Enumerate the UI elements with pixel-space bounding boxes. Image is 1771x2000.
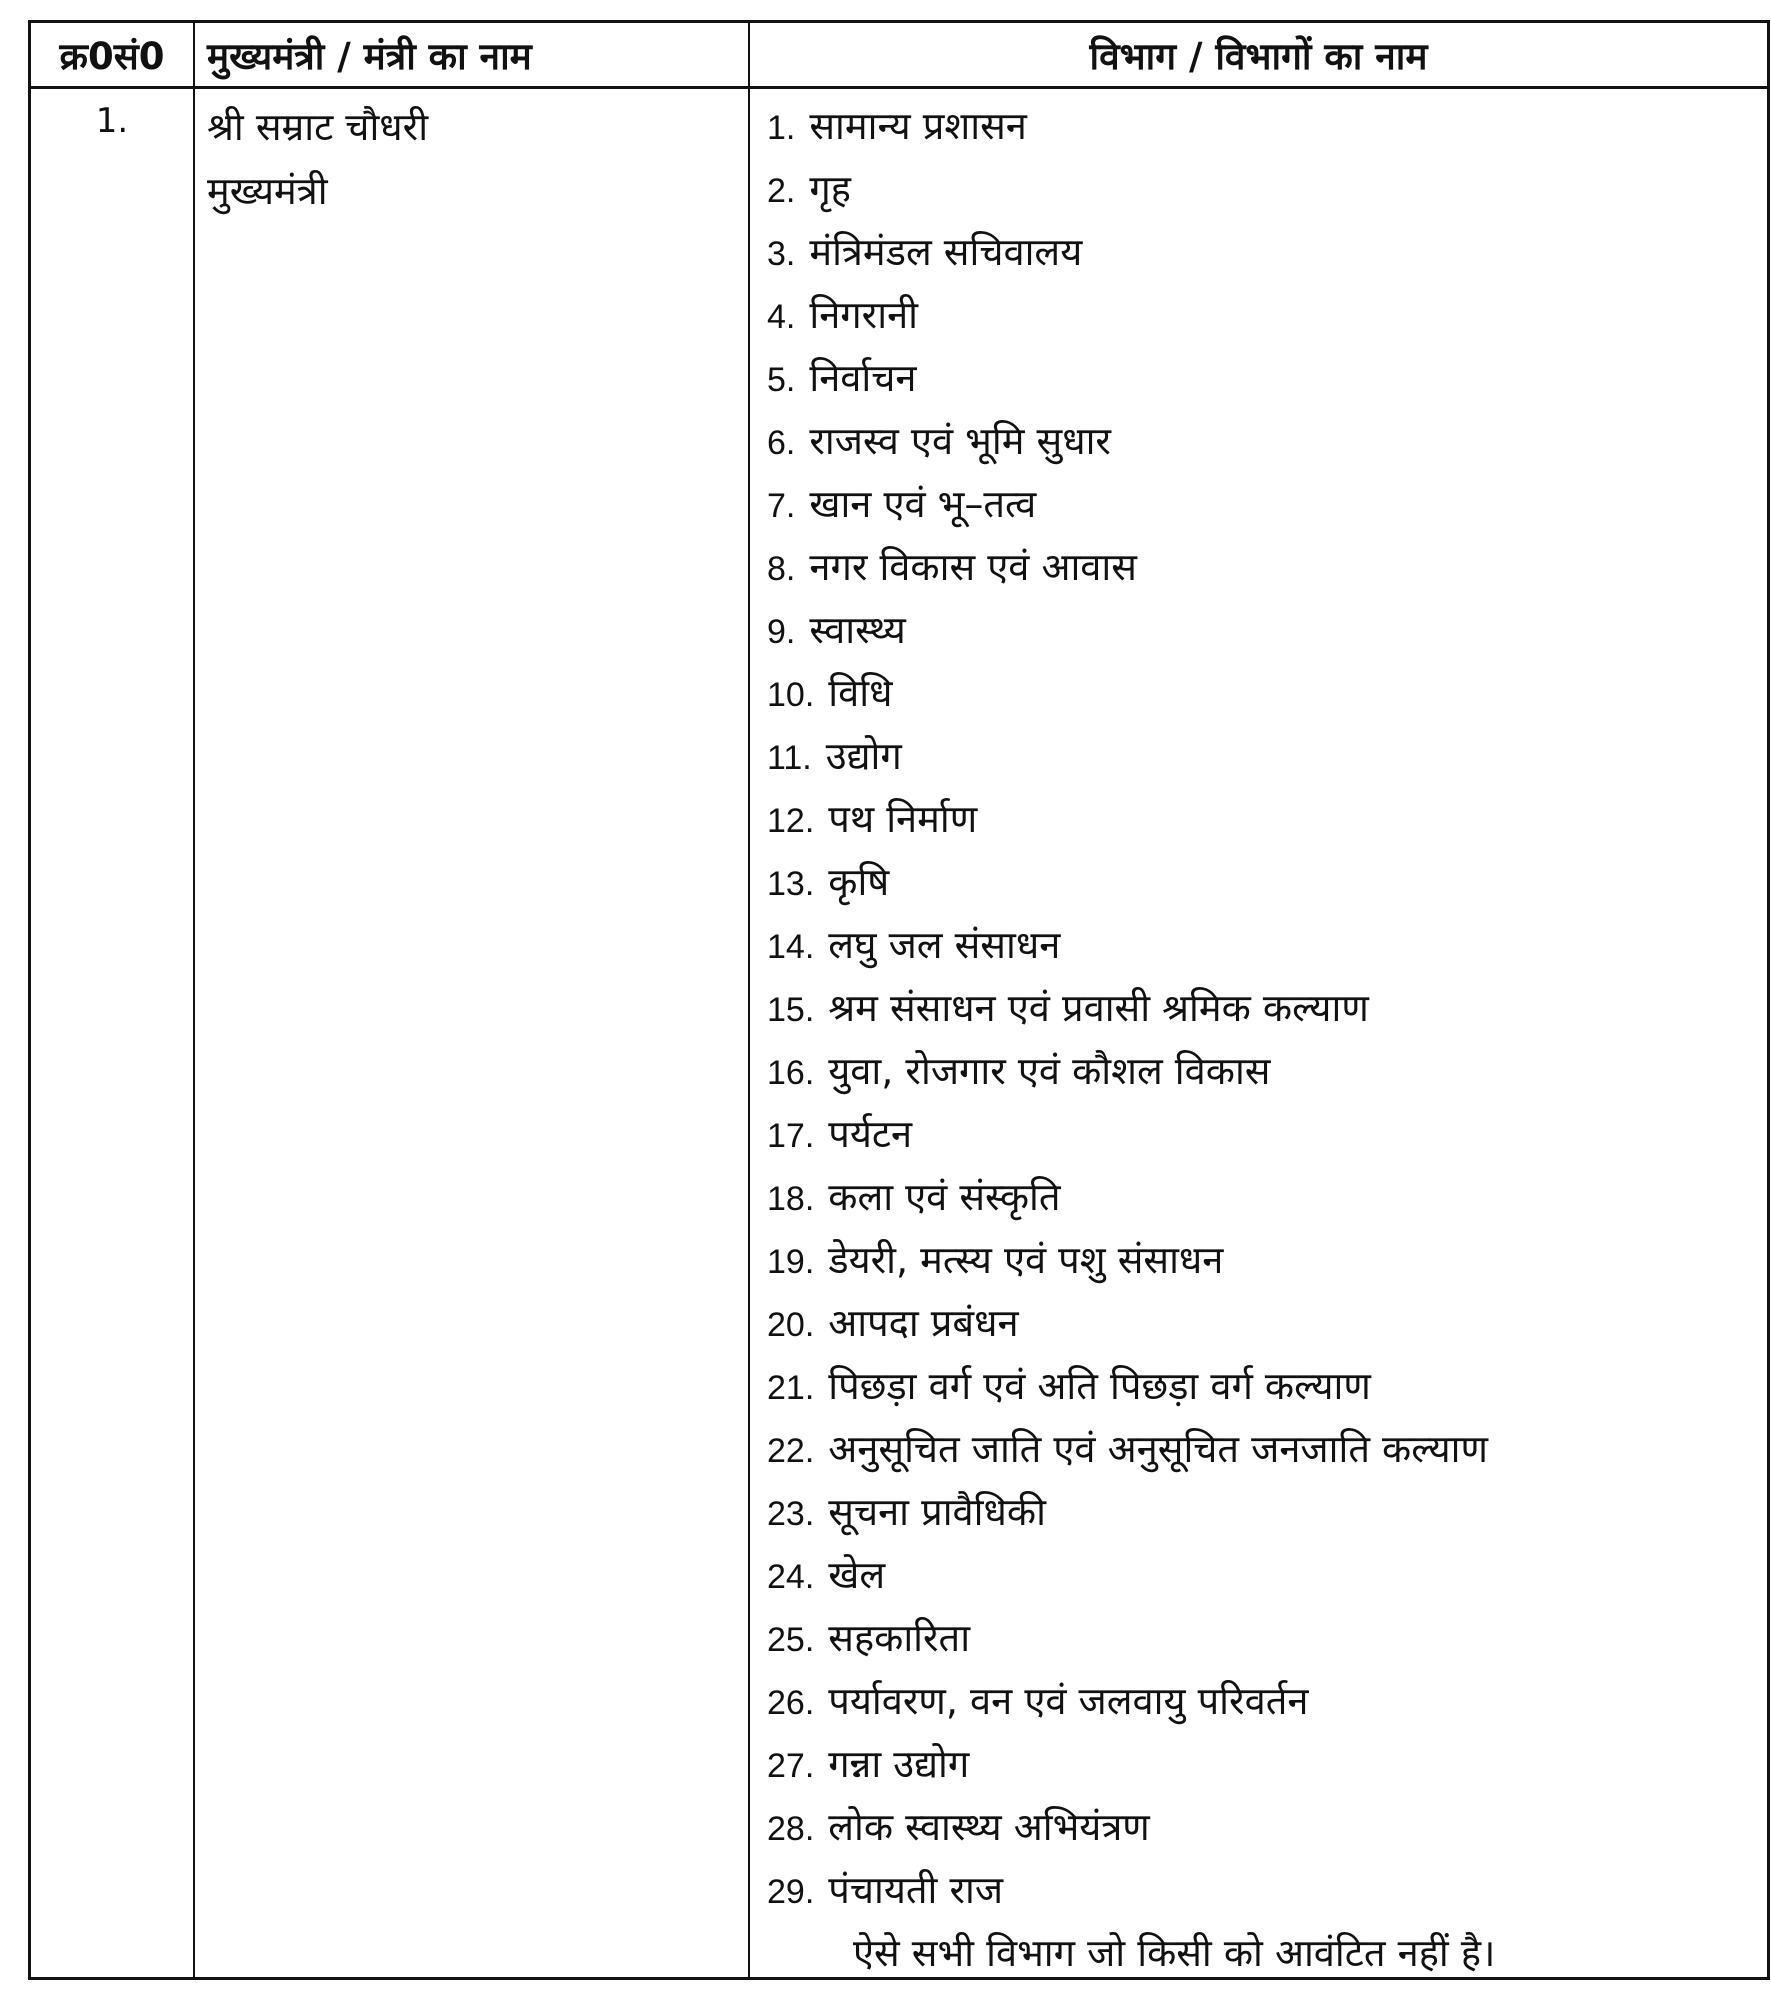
department-number: 12. [767, 802, 815, 840]
department-name: मंत्रिमंडल सचिवालय [809, 230, 1083, 274]
department-name: लोक स्वास्थ्य अभियंत्रण [828, 1805, 1150, 1849]
department-name: गृह [809, 167, 851, 211]
department-item [767, 1166, 1761, 1229]
department-item [767, 95, 1761, 158]
department-name: खेल [828, 1553, 886, 1597]
table-header-row [31, 23, 1767, 89]
department-name: निर्वाचन [809, 356, 917, 400]
department-number: 23. [767, 1495, 815, 1533]
department-name: पिछड़ा वर्ग एवं अति पिछड़ा वर्ग कल्याण [828, 1364, 1371, 1408]
department-item [767, 851, 1761, 914]
department-name: नगर विकास एवं आवास [809, 545, 1137, 589]
department-number: 17. [767, 1117, 815, 1155]
row-serial-number: 1. [95, 101, 129, 141]
department-name: श्रम संसाधन एवं प्रवासी श्रमिक कल्याण [828, 986, 1369, 1030]
department-name: पथ निर्माण [828, 797, 978, 841]
department-number: 28. [767, 1810, 815, 1848]
department-item [767, 662, 1761, 725]
department-name: सामान्य प्रशासन [809, 104, 1027, 148]
department-name: उद्योग [825, 734, 902, 778]
unallocated-departments-note: ऐसे सभी विभाग जो किसी को आवंटित नहीं है। [853, 1931, 1496, 1975]
department-name: सूचना प्रावैधिकी [828, 1490, 1046, 1534]
header-department-names: विभाग / विभागों का नाम [1089, 35, 1428, 78]
department-name: पंचायती राज [828, 1868, 1004, 1912]
department-name: खान एवं भू–तत्व [809, 482, 1037, 526]
department-number: 25. [767, 1621, 815, 1659]
department-item [767, 1670, 1761, 1733]
department-number: 22. [767, 1432, 815, 1470]
header-minister-name: मुख्यमंत्री / मंत्री का नाम [207, 35, 532, 78]
department-number: 27. [767, 1747, 815, 1785]
department-item [767, 977, 1761, 1040]
department-name: सहकारिता [828, 1616, 971, 1660]
department-name: विधि [828, 671, 893, 715]
department-item [767, 599, 1761, 662]
department-number: 13. [767, 865, 815, 903]
department-item [767, 221, 1761, 284]
department-item [767, 536, 1761, 599]
minister-department-table [28, 20, 1770, 1980]
department-number: 7. [767, 487, 796, 525]
department-number: 8. [767, 550, 796, 588]
department-item [767, 158, 1761, 221]
department-name: आपदा प्रबंधन [828, 1301, 1019, 1345]
minister-cell [207, 95, 737, 223]
department-item [767, 1229, 1761, 1292]
minister-name: श्री सम्राट चौधरी [207, 105, 429, 149]
department-number: 11. [767, 739, 812, 777]
department-number: 21. [767, 1369, 815, 1407]
department-item [767, 1733, 1761, 1796]
department-item [767, 1418, 1761, 1481]
department-item [767, 473, 1761, 536]
department-number: 26. [767, 1684, 815, 1722]
department-item [767, 410, 1761, 473]
department-number: 3. [767, 235, 796, 273]
department-name: निगरानी [809, 293, 919, 337]
table-row [31, 89, 1767, 1977]
department-number: 20. [767, 1306, 815, 1344]
department-item [767, 1481, 1761, 1544]
header-serial-number: क्र0सं0 [59, 35, 165, 78]
department-number: 10. [767, 676, 815, 714]
department-item [767, 1292, 1761, 1355]
department-number: 16. [767, 1054, 815, 1092]
department-number: 18. [767, 1180, 815, 1218]
department-list [767, 95, 1761, 1985]
department-item [767, 1796, 1761, 1859]
department-item [767, 725, 1761, 788]
department-name: स्वास्थ्य [809, 608, 906, 652]
department-item [767, 914, 1761, 977]
department-number: 15. [767, 991, 815, 1029]
department-item [767, 1607, 1761, 1670]
department-item [767, 788, 1761, 851]
department-number: 5. [767, 361, 796, 399]
department-number: 4. [767, 298, 796, 336]
department-name: कला एवं संस्कृति [828, 1175, 1061, 1219]
department-name: पर्यटन [828, 1112, 913, 1156]
department-number: 1. [767, 109, 796, 147]
department-item [767, 347, 1761, 410]
department-item [767, 284, 1761, 347]
department-name: कृषि [828, 860, 890, 904]
department-number: 6. [767, 424, 796, 462]
department-item [767, 1355, 1761, 1418]
department-name: अनुसूचित जाति एवं अनुसूचित जनजाति कल्याण [828, 1427, 1488, 1471]
minister-title: मुख्यमंत्री [207, 169, 328, 213]
department-number: 24. [767, 1558, 815, 1596]
department-name: डेयरी, मत्स्य एवं पशु संसाधन [828, 1238, 1224, 1282]
department-name: लघु जल संसाधन [828, 923, 1061, 967]
department-name: युवा, रोजगार एवं कौशल विकास [828, 1049, 1271, 1093]
department-name: गन्ना उद्योग [828, 1742, 970, 1786]
department-item [767, 1859, 1761, 1922]
department-item [767, 1544, 1761, 1607]
department-item [767, 1103, 1761, 1166]
department-name: राजस्व एवं भूमि सुधार [809, 419, 1111, 463]
department-number: 14. [767, 928, 815, 966]
department-name: पर्यावरण, वन एवं जलवायु परिवर्तन [828, 1679, 1309, 1723]
department-item [767, 1040, 1761, 1103]
department-number: 9. [767, 613, 796, 651]
department-number: 19. [767, 1243, 815, 1281]
department-number: 2. [767, 172, 796, 210]
department-number: 29. [767, 1873, 815, 1911]
